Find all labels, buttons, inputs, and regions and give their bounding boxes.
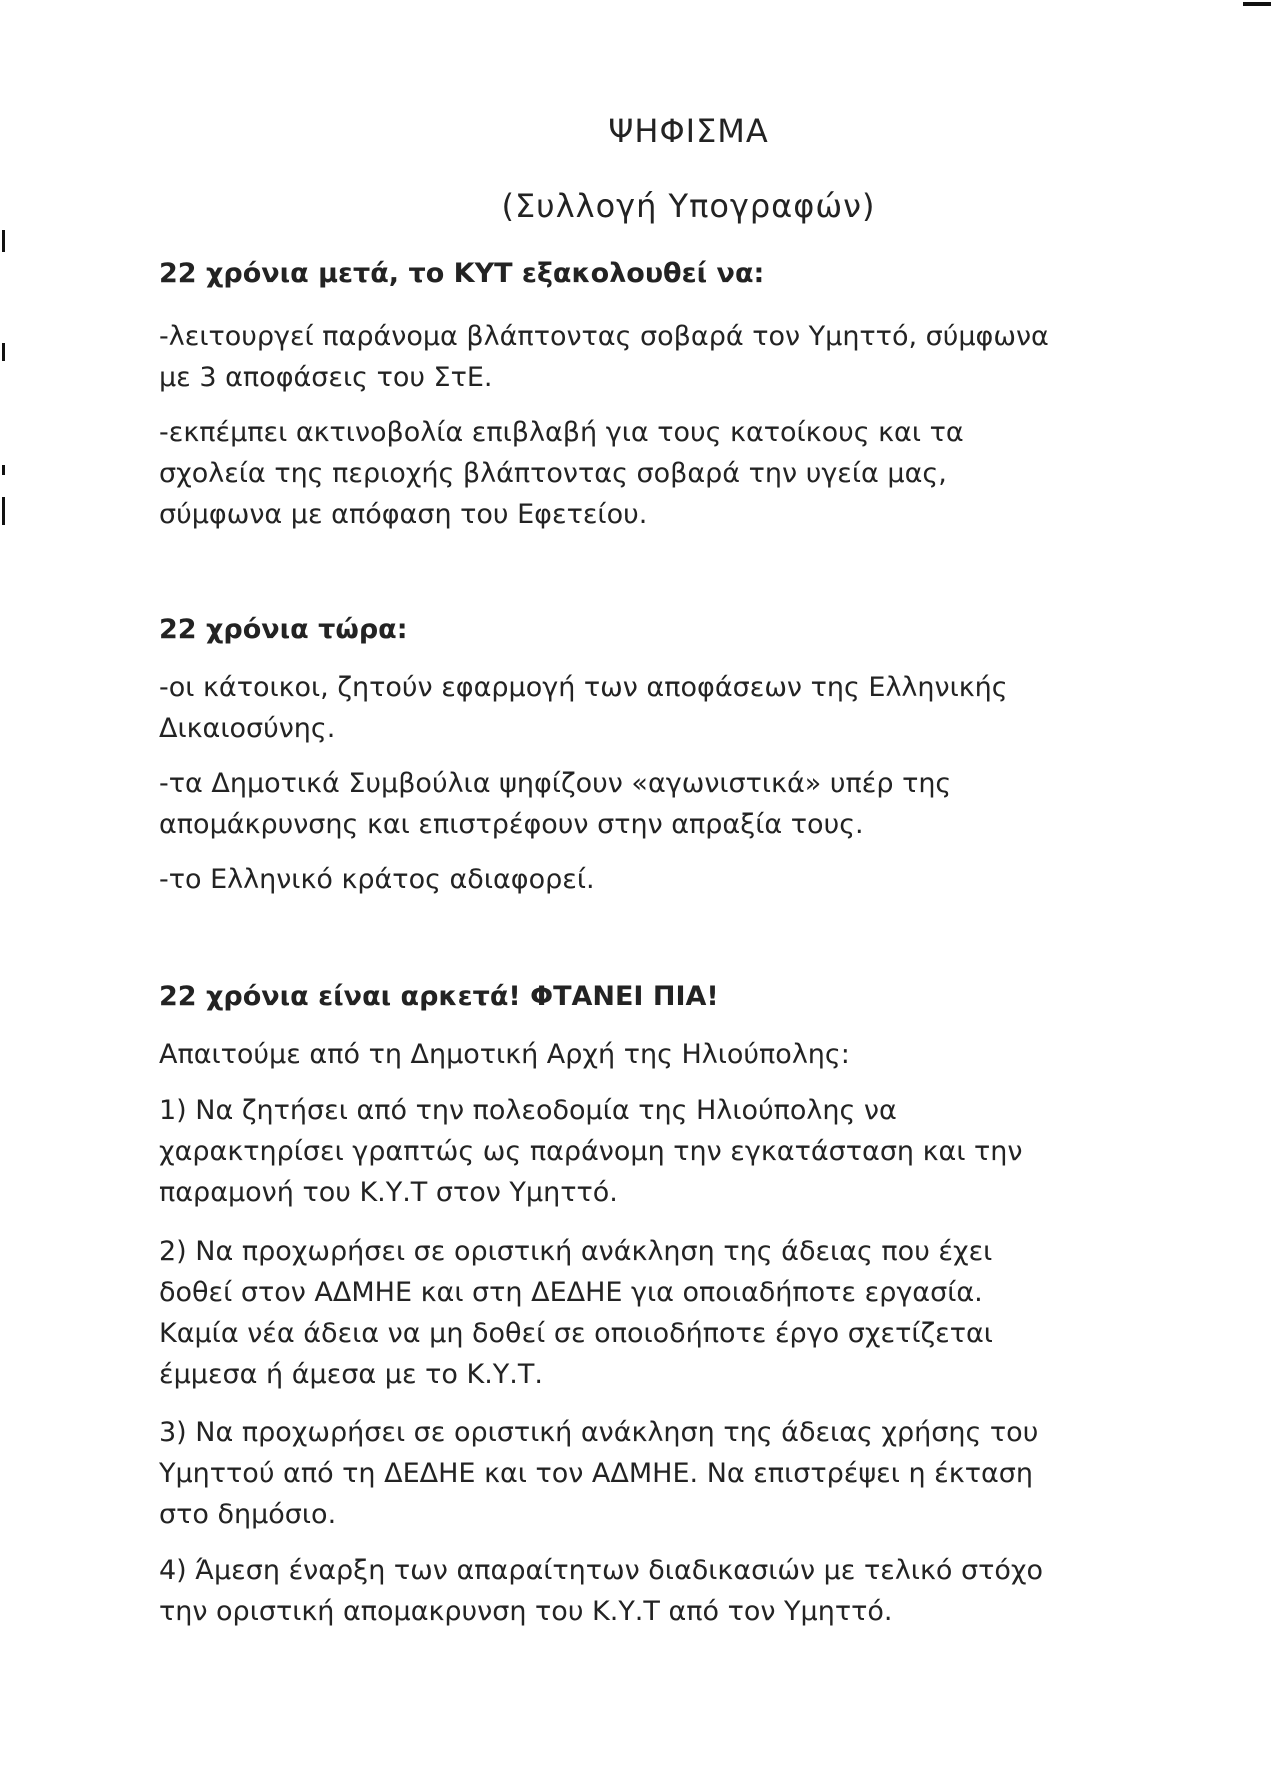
scan-edge-mark [2,465,5,475]
scan-edge-mark [2,343,5,361]
scan-edge-mark [2,230,5,252]
demand-item-line: 4) Άμεση έναρξη των απαραίτητων διαδικασιών με τελικό στόχο [159,1555,1043,1586]
paragraph-line: σύμφωνα με απόφαση του Εφετείου. [159,499,648,530]
paragraph-line: Δικαιοσύνης. [159,713,336,744]
paragraph-line: Απαιτούμε από τη Δημοτική Αρχή της Ηλιούπολης: [159,1039,850,1070]
paragraph-line: -οι κάτοικοι, ζητούν εφαρμογή των αποφάσεων της Ελληνικής [159,672,1008,703]
demand-item-line: δοθεί στον ΑΔΜΗΕ και στη ΔΕΔΗΕ για οποιαδήποτε εργασία. [159,1277,983,1308]
paragraph-line: -τα Δημοτικά Συμβούλια ψηφίζουν «αγωνιστικά» υπέρ της [159,768,952,799]
demand-item-line: 1) Να ζητήσει από την πολεοδομία της Ηλιούπολης να [159,1095,897,1126]
demand-item-line: έμμεσα ή άμεσα με το Κ.Υ.Τ. [159,1359,543,1390]
demand-item-line: χαρακτηρίσει γραπτώς ως παράνομη την εγκατάσταση και την [159,1136,1023,1167]
demand-item-line: στο δημόσιο. [159,1499,337,1530]
document-title: ΨΗΦΙΣΜΑ [608,112,769,150]
section-heading: 22 χρόνια μετά, το ΚΥΤ εξακολουθεί να: [159,258,765,289]
demand-item-line: 2) Να προχωρήσει σε οριστική ανάκληση της άδειας που έχει [159,1236,993,1267]
demand-item-line: την οριστική απομακρυνση του Κ.Υ.Τ από τον Υμηττό. [159,1596,893,1627]
section-heading: 22 χρόνια είναι αρκετά! ΦΤΑΝΕΙ ΠΙΑ! [159,981,719,1012]
paragraph-line: -το Ελληνικό κράτος αδιαφορεί. [159,864,595,895]
demand-item-line: Καμία νέα άδεια να μη δοθεί σε οποιοδήποτε έργο σχετίζεται [159,1318,993,1349]
demand-item-line: παραμονή του Κ.Υ.Τ στον Υμηττό. [159,1177,618,1208]
paragraph-line: απομάκρυνσης και επιστρέφουν στην απραξία τους. [159,809,864,840]
scan-edge-mark [1243,2,1271,6]
paragraph-line: -εκπέμπει ακτινοβολία επιβλαβή για τους κατοίκους και τα [159,417,964,448]
section-heading: 22 χρόνια τώρα: [159,614,408,645]
demand-item-line: Υμηττού από τη ΔΕΔΗΕ και τον ΑΔΜΗΕ. Να επιστρέψει η έκταση [159,1458,1033,1489]
demand-item-line: 3) Να προχωρήσει σε οριστική ανάκληση της άδειας χρήσης του [159,1417,1039,1448]
document-subtitle: (Συλλογή Υπογραφών) [501,187,876,225]
paragraph-line: -λειτουργεί παράνομα βλάπτοντας σοβαρά τον Υμηττό, σύμφωνα [159,321,1049,352]
scan-edge-mark [2,497,5,525]
paragraph-line: με 3 αποφάσεις του ΣτΕ. [159,362,493,393]
paragraph-line: σχολεία της περιοχής βλάπτοντας σοβαρά την υγεία μας, [159,458,947,489]
